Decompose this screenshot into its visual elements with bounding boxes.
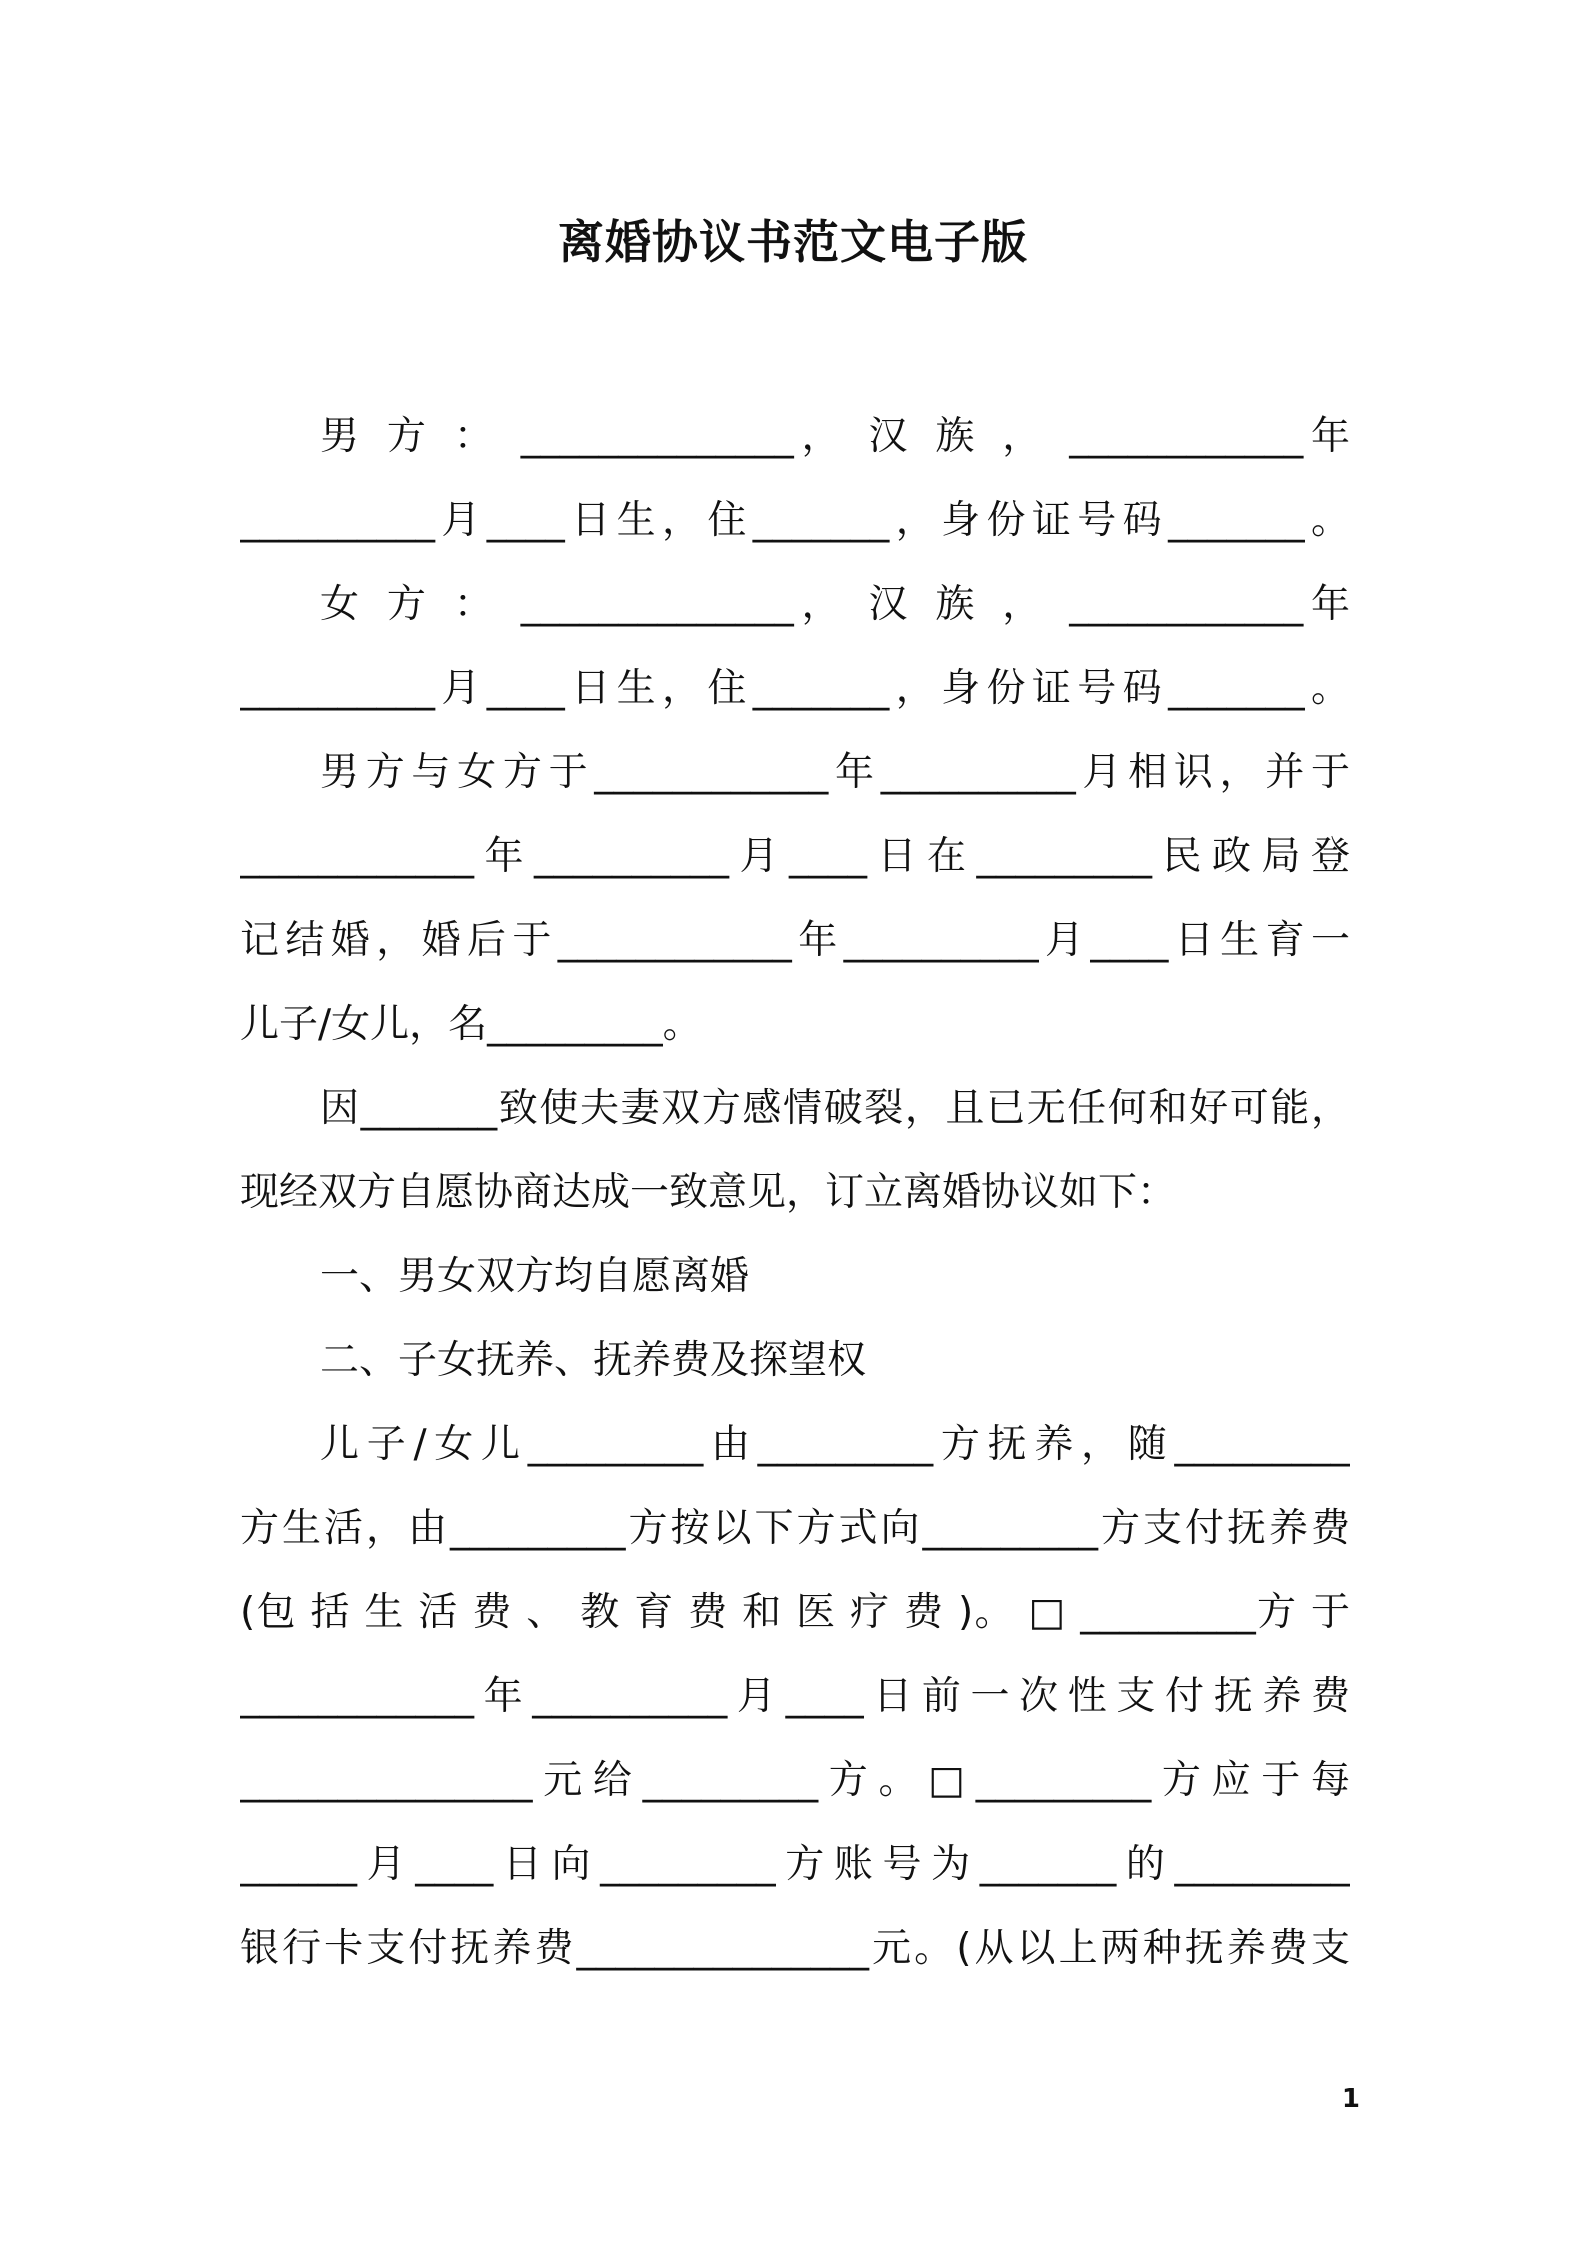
custody-paragraph-line-1: 儿子/女儿_________由_________方抚养，随_________ [320, 1422, 1350, 1467]
custody-paragraph-line-6: ______月____日向_________方账号为_______的_________ [240, 1842, 1350, 1887]
marriage-paragraph-line-2: ____________年__________月____日在_________民政局登 [240, 834, 1350, 879]
document-title: 离婚协议书范文电子版 [558, 215, 1028, 269]
marriage-paragraph-line-1: 男方与女方于____________年__________月相识，并于 [320, 750, 1350, 795]
female-party-line-2: __________月____日生，住_______，身份证号码_______。 [240, 666, 1350, 711]
male-party-line-2: __________月____日生，住_______，身份证号码_______。 [240, 498, 1350, 543]
marriage-paragraph-line-3: 记结婚，婚后于____________年__________月____日生育一 [240, 918, 1350, 963]
clause-2-heading: 二、子女抚养、抚养费及探望权 [320, 1338, 867, 1383]
custody-paragraph-line-5: _______________元给_________方。□_________方应于每 [240, 1758, 1350, 1803]
page-number: 1 [1341, 2084, 1360, 2114]
reason-paragraph-line-2: 现经双方自愿协商达成一致意见，订立离婚协议如下： [240, 1170, 1177, 1215]
reason-paragraph-line-1: 因_______致使夫妻双方感情破裂，且已无任何和好可能， [320, 1086, 1350, 1131]
custody-paragraph-line-4: ____________年__________月____日前一次性支付抚养费 [240, 1674, 1350, 1719]
marriage-paragraph-line-4: 儿子/女儿，名_________。 [240, 1002, 702, 1047]
female-party-line-1: 女 方 ： ______________， 汉 族 ， ____________年 [320, 582, 1350, 627]
male-party-line-1: 男 方 ： ______________， 汉 族 ， ____________年 [320, 414, 1350, 459]
clause-1-heading: 一、男女双方均自愿离婚 [320, 1254, 750, 1299]
custody-paragraph-line-7: 银行卡支付抚养费_______________元。(从以上两种抚养费支 [240, 1926, 1350, 1971]
custody-paragraph-line-2: 方生活，由_________方按以下方式向_________方支付抚养费 [240, 1506, 1350, 1551]
custody-paragraph-line-3: (包 括 生 活 费 、 教 育 费 和 医 疗 费 )。 □ _________方 于 [240, 1590, 1350, 1635]
